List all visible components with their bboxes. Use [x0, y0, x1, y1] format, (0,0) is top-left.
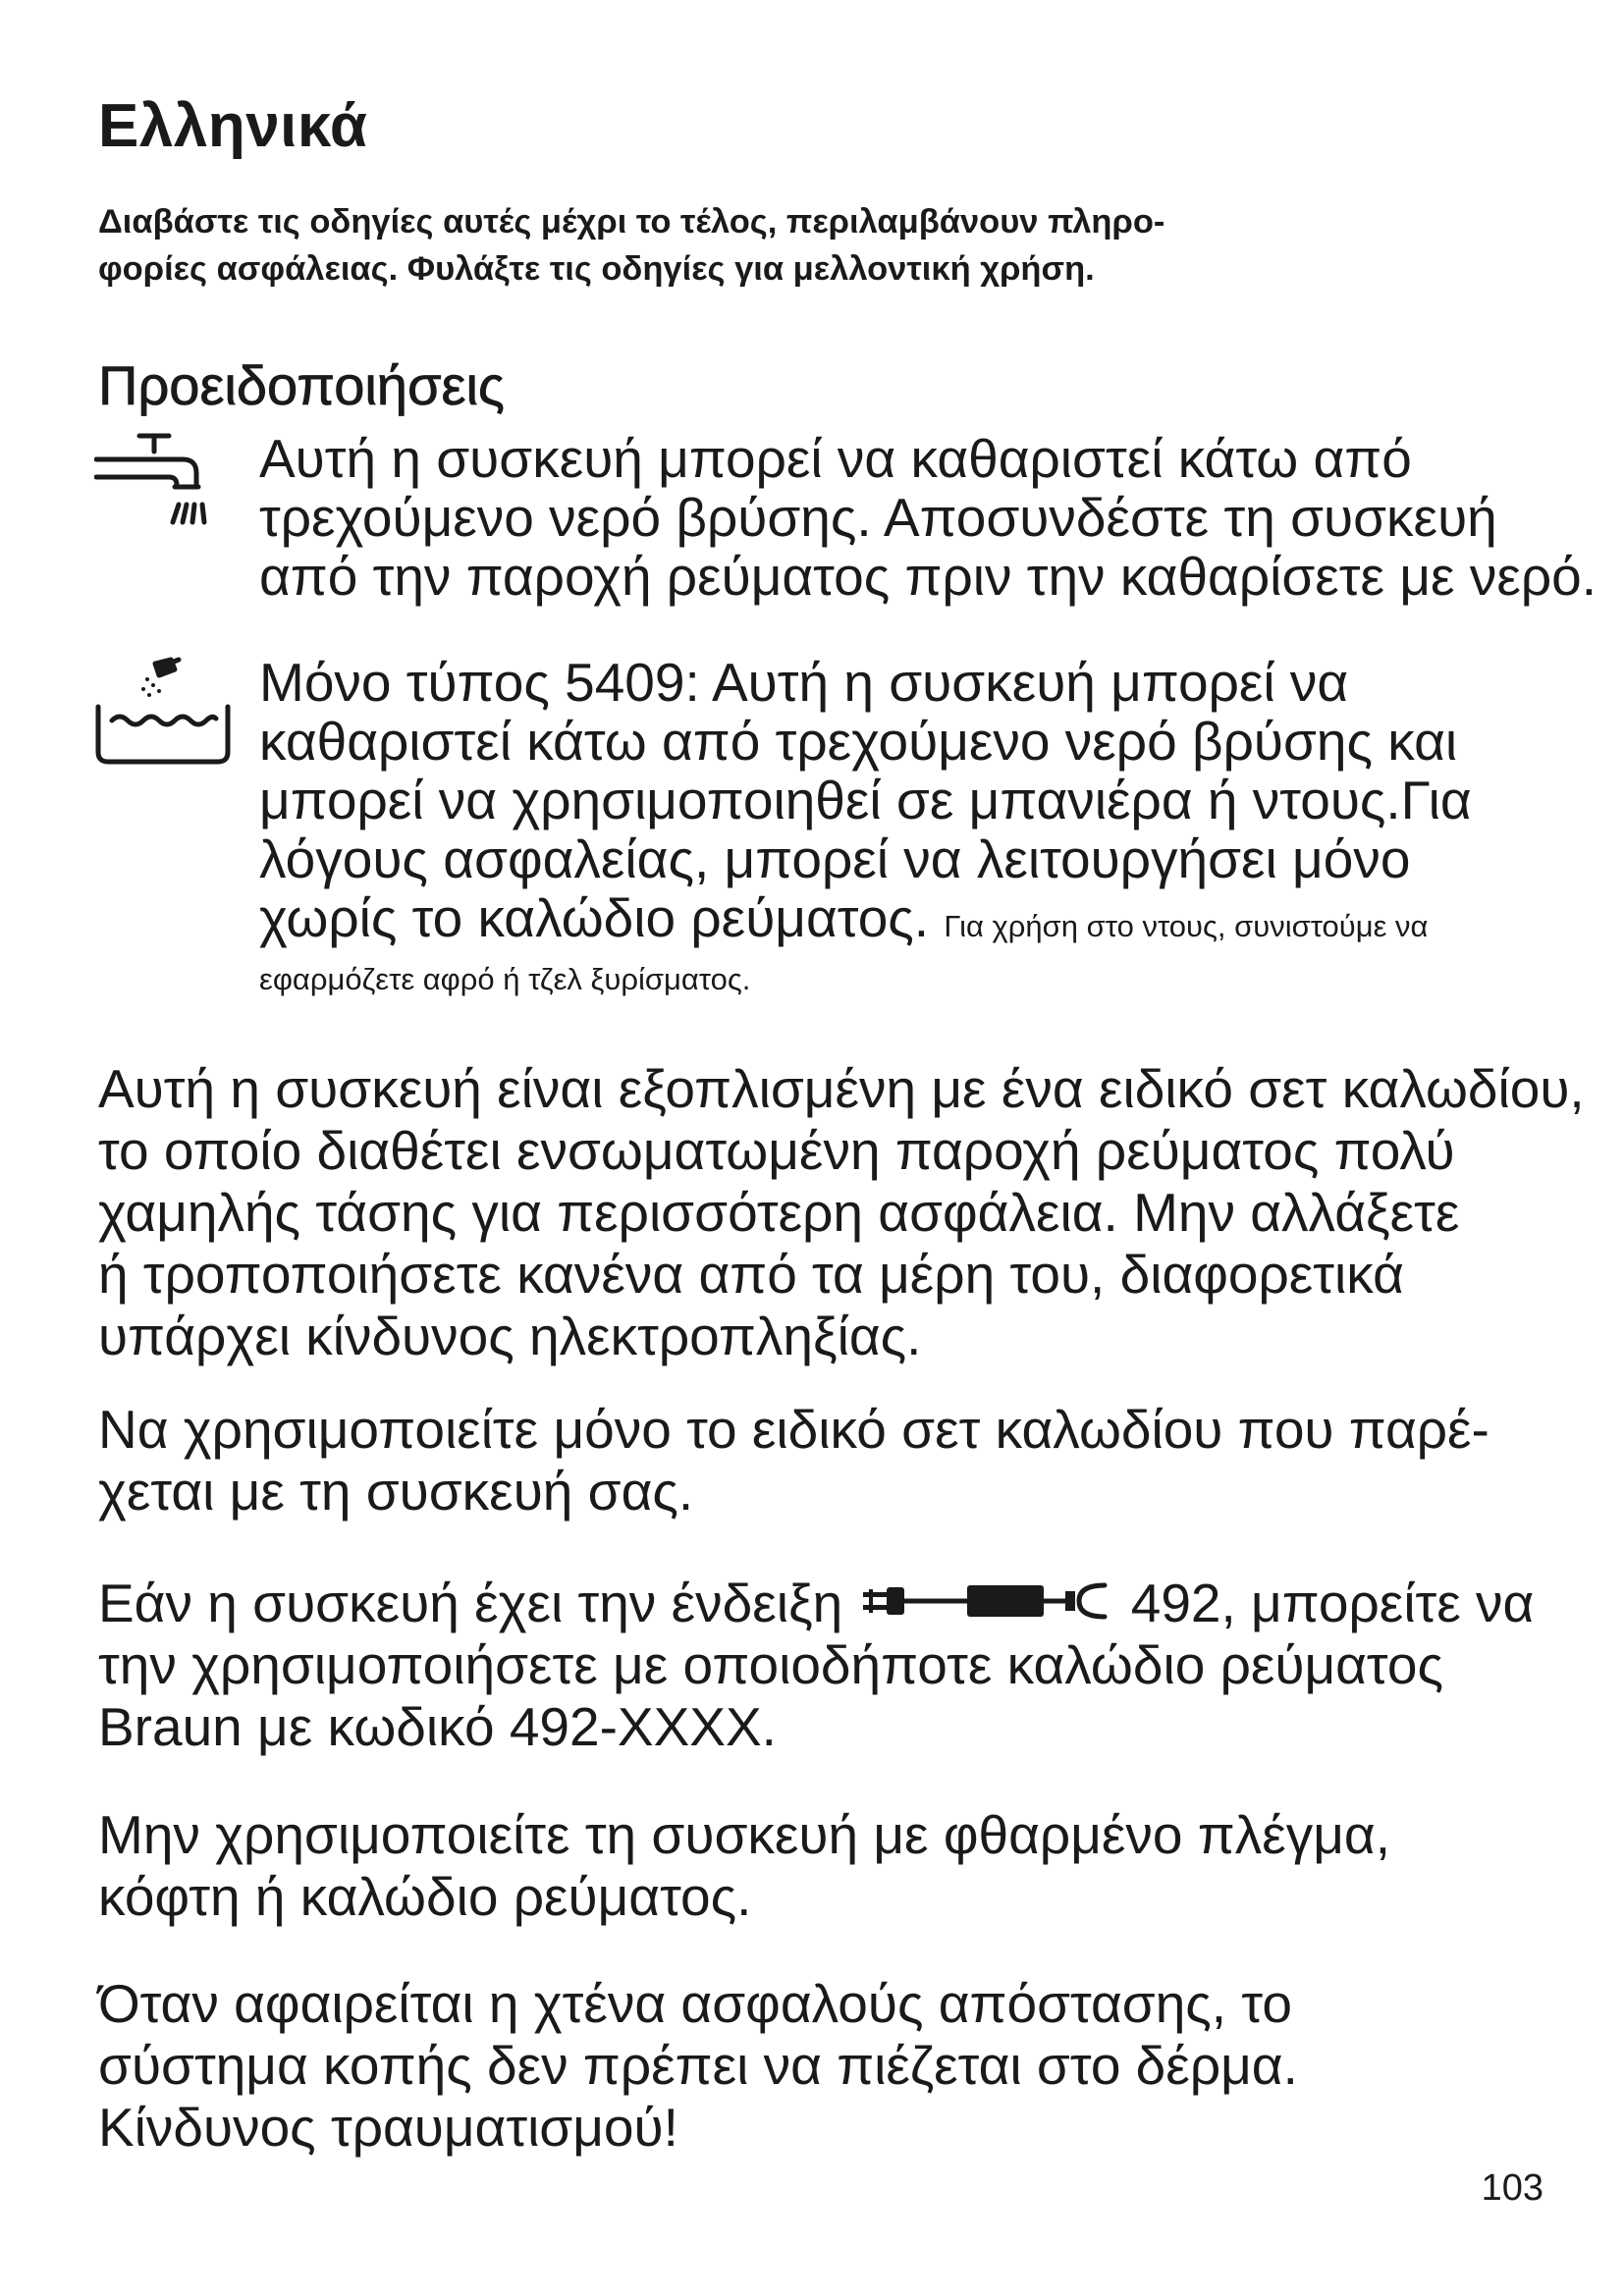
- paragraph-line: κόφτη ή καλώδιο ρεύματος.: [98, 1866, 752, 1927]
- page-number: 103: [1481, 2167, 1543, 2209]
- paragraph-text: Εάν η συσκευή έχει την ένδειξη: [98, 1573, 843, 1633]
- paragraph-comb-removed: [98, 1973, 1571, 2159]
- warning-line: λόγους ασφαλείας, μπορεί να λειτουργήσει μόνο: [259, 828, 1411, 889]
- power-cord-icon: [861, 1579, 1111, 1623]
- paragraph-use-cable: [98, 1399, 1571, 1522]
- paragraph-line: Να χρησιμοποιείτε μόνο το ειδικό σετ καλωδίου που παρέ-: [98, 1399, 1489, 1460]
- paragraph-line: χαμηλής τάσης για περισσότερη ασφάλεια. Μην αλλάξετε: [98, 1182, 1460, 1243]
- paragraph-line: το οποίο διαθέτει ενσωματωμένη παροχή ρεύματος πολύ: [98, 1120, 1455, 1181]
- warnings-heading: Προειδοποιήσεις: [98, 354, 505, 416]
- intro-line: Διαβάστε τις οδηγίες αυτές μέχρι το τέλος, περιλαμβάνουν πληρο-: [98, 203, 1165, 240]
- paragraph-line: Κίνδυνος τραυματισμού!: [98, 2097, 678, 2158]
- intro-text: [98, 198, 1532, 293]
- warning-line: μπορεί να χρησιμοποιηθεί σε μπανιέρα ή ντους.Για: [259, 770, 1472, 830]
- paragraph-line: Braun με κωδικό 492-XXXX.: [98, 1696, 777, 1757]
- paragraph-line: υπάρχει κίνδυνος ηλεκτροπληξίας.: [98, 1306, 922, 1366]
- paragraph-line: Όταν αφαιρείται η χτένα ασφαλούς απόστασης, το: [98, 1973, 1292, 2034]
- warning-small-line: εφαρμόζετε αφρό ή τζελ ξυρίσματος.: [259, 962, 751, 996]
- paragraph-damaged-parts: [98, 1804, 1571, 1928]
- page-title: Ελληνικά: [98, 92, 368, 160]
- warning-line-mixed: [259, 888, 1575, 956]
- paragraph-line: την χρησιμοποιήσετε με οποιοδήποτε καλώδιο ρεύματος: [98, 1634, 1443, 1695]
- paragraph-492-marking: [98, 1573, 1571, 1758]
- paragraph-line: ή τροποποιήσετε κανένα από τα μέρη του, διαφορετικά: [98, 1244, 1404, 1305]
- warning-line: καθαριστεί κάτω από τρεχούμενο νερό βρύσης και: [259, 711, 1458, 772]
- warning-line: τρεχούμενο νερό βρύσης. Αποσυνδέστε τη συσκευή: [259, 487, 1497, 548]
- paragraph-line: Μην χρησιμοποιείτε τη συσκευή με φθαρμένο πλέγμα,: [98, 1804, 1390, 1865]
- paragraph-cable-set: [98, 1058, 1585, 1367]
- paragraph-line: [98, 1573, 1571, 1634]
- warning-small-text: Για χρήση στο ντους, συνιστούμε να: [944, 909, 1429, 943]
- warning-bath-text: [259, 653, 1575, 1003]
- warning-line: Αυτή η συσκευή μπορεί να καθαριστεί κάτω από: [259, 428, 1412, 489]
- bath-shower-icon: [94, 656, 232, 769]
- paragraph-line: χεται με τη συσκευή σας.: [98, 1461, 694, 1522]
- paragraph-line: σύστημα κοπής δεν πρέπει να πιέζεται στο δέρμα.: [98, 2035, 1298, 2096]
- warning-large-text: χωρίς το καλώδιο ρεύματος.: [259, 887, 930, 948]
- paragraph-line: Αυτή η συσκευή είναι εξοπλισμένη με ένα ειδικό σετ καλωδίου,: [98, 1058, 1585, 1119]
- intro-line: φορίες ασφάλειας. Φυλάξτε τις οδηγίες για μελλοντική χρήση.: [98, 250, 1095, 288]
- paragraph-text: 492, μπορείτε να: [1130, 1573, 1535, 1633]
- warning-line: από την παροχή ρεύματος πριν την καθαρίσετε με νερό.: [259, 546, 1597, 607]
- warning-tap-text: [259, 428, 1597, 607]
- tap-water-icon: [94, 432, 222, 550]
- warning-line: Μόνο τύπος 5409: Αυτή η συσκευή μπορεί να: [259, 652, 1349, 713]
